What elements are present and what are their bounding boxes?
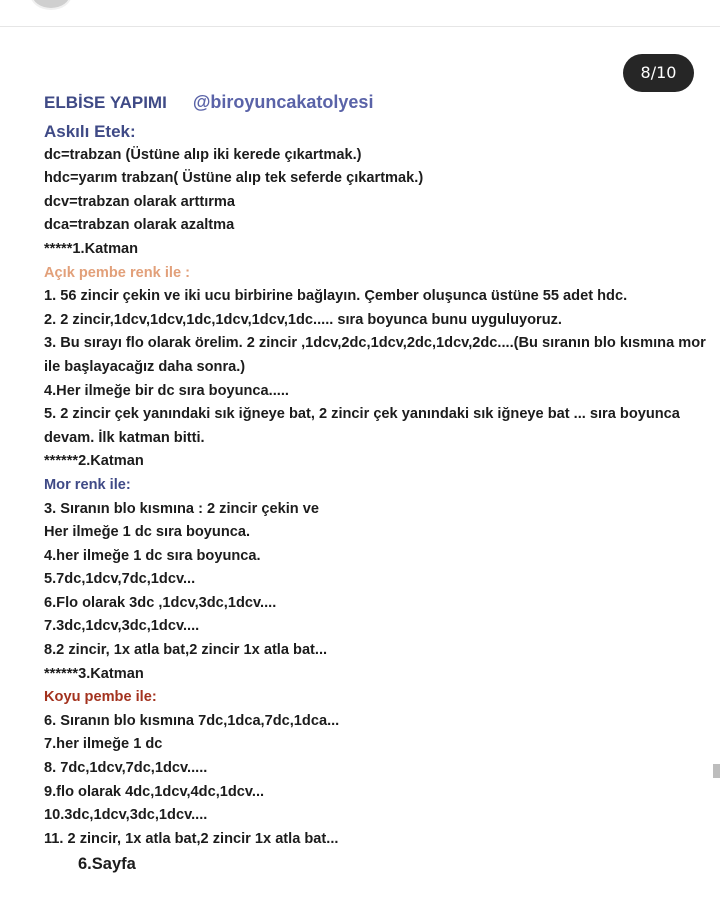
pattern-step: 5. 2 zincir çek yanındaki sık iğneye bat, 2 zincir çek yanındaki sık iğneye bat ... sıra boyunca devam. İlk katman bitti. xyxy=(44,406,680,446)
pattern-step: 3. Bu sırayı flo olarak örelim. 2 zincir ,1dcv,2dc,1dcv,2dc,1dcv,2dc....(Bu sıranın blo kısmına mor ile başlayacağız daha sonra.) xyxy=(44,335,706,375)
pattern-step: 3. Sıranın blo kısmına : 2 zincir çekin ve xyxy=(44,500,319,517)
pattern-step: 10.3dc,1dcv,3dc,1dcv.... xyxy=(44,807,208,824)
definition-line: dc=trabzan (Üstüne alıp iki kerede çıkartmak.) xyxy=(44,146,362,163)
document-title: ELBİSE YAPIMI xyxy=(44,93,167,112)
layer-heading: *****1.Katman xyxy=(44,240,139,257)
pattern-step: 11. 2 zincir, 1x atla bat,2 zincir 1x atla bat... xyxy=(44,830,339,847)
author-handle: @biroyuncakatolyesi xyxy=(192,92,374,112)
document-subtitle: Askılı Etek: xyxy=(44,122,136,141)
definition-line: hdc=yarım trabzan( Üstüne alıp tek seferde çıkartmak.) xyxy=(44,170,424,187)
pattern-step: 4.Her ilmeğe bir dc sıra boyunca..... xyxy=(44,382,289,399)
pattern-step: 9.flo olarak 4dc,1dcv,4dc,1dcv... xyxy=(44,783,265,800)
definition-line: dca=trabzan olarak azaltma xyxy=(44,217,235,234)
pattern-step: 4.her ilmeğe 1 dc sıra boyunca. xyxy=(44,547,261,564)
username-fragment[interactable] xyxy=(104,0,114,2)
pattern-step: 6. Sıranın blo kısmına 7dc,1dca,7dc,1dca... xyxy=(44,712,340,729)
document-header xyxy=(44,92,720,120)
post-header xyxy=(0,0,720,27)
pattern-step: 6.Flo olarak 3dc ,1dcv,3dc,1dcv.... xyxy=(44,594,277,611)
crochet-pattern-page xyxy=(44,92,720,874)
pattern-step: 2. 2 zincir,1dcv,1dcv,1dc,1dcv,1dcv,1dc..... sıra boyunca bunu uyguluyoruz. xyxy=(44,311,562,328)
layer-color-note: Açık pembe renk ile : xyxy=(44,264,190,281)
pattern-step: 1. 56 zincir çekin ve iki ucu birbirine bağlayın. Çember oluşunca üstüne 55 adet hdc. xyxy=(44,288,628,305)
pattern-step: 5.7dc,1dcv,7dc,1dcv... xyxy=(44,571,196,588)
pattern-step: 7.3dc,1dcv,3dc,1dcv.... xyxy=(44,618,200,635)
definition-line: dcv=trabzan olarak arttırma xyxy=(44,193,236,210)
layer-color-note: Mor renk ile: xyxy=(44,476,131,493)
pattern-step: 7.her ilmeğe 1 dc xyxy=(44,736,163,753)
scrollbar-handle[interactable] xyxy=(713,764,720,778)
layer-heading: ******2.Katman xyxy=(44,453,144,470)
avatar[interactable] xyxy=(30,0,72,10)
layer-heading: ******3.Katman xyxy=(44,665,144,682)
slide-counter: 8/10 xyxy=(623,54,694,92)
pattern-step: 8. 7dc,1dcv,7dc,1dcv..... xyxy=(44,760,208,777)
layer-color-note: Koyu pembe ile: xyxy=(44,689,157,706)
pattern-step: Her ilmeğe 1 dc sıra boyunca. xyxy=(44,524,251,541)
page-number: 6.Sayfa xyxy=(78,855,136,874)
pattern-step: 8.2 zincir, 1x atla bat,2 zincir 1x atla bat... xyxy=(44,642,328,659)
